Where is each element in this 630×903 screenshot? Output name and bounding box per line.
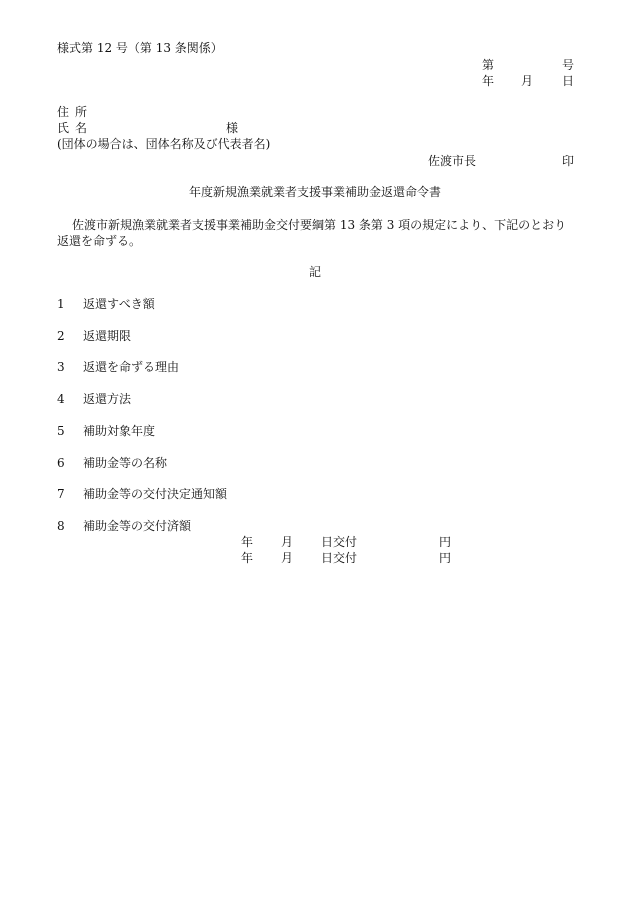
item-label: 返還を命ずる理由 — [83, 360, 180, 374]
payment-day: 日交付 — [321, 535, 358, 549]
item-number: 8 — [57, 519, 65, 533]
item-number: 2 — [57, 329, 65, 343]
list-item — [57, 361, 179, 373]
item-label: 補助金等の交付済額 — [83, 519, 192, 533]
address-label: 住所 — [57, 105, 94, 119]
list-item — [57, 425, 155, 437]
organization-note: (団体の場合は、団体名称及び代表者名) — [57, 137, 271, 151]
item-label: 補助金等の名称 — [83, 456, 168, 470]
ki-heading: 記 — [308, 265, 321, 279]
list-item — [57, 393, 131, 405]
item-label: 補助対象年度 — [83, 424, 156, 438]
doc-number-suffix: 号 — [562, 58, 575, 72]
payment-yen: 円 — [439, 551, 452, 565]
item-label: 返還すべき額 — [83, 297, 155, 311]
payment-year: 年 — [241, 535, 254, 549]
payment-month: 月 — [281, 535, 294, 549]
item-number: 3 — [57, 360, 65, 374]
list-item — [57, 488, 227, 500]
item-number: 4 — [57, 392, 65, 406]
item-number: 5 — [57, 424, 65, 438]
payment-year: 年 — [241, 551, 254, 565]
item-number: 1 — [57, 297, 65, 311]
issuer-mayor: 佐渡市長 — [428, 154, 477, 168]
list-item — [57, 520, 191, 532]
honorific: 様 — [226, 121, 239, 135]
list-item — [57, 457, 167, 469]
item-number: 7 — [57, 487, 65, 501]
list-item — [57, 330, 131, 342]
document-title: 年度新規漁業就業者支援事業補助金返還命令書 — [188, 185, 441, 199]
payment-yen: 円 — [439, 535, 452, 549]
date-month-label: 月 — [521, 74, 534, 88]
seal-mark: 印 — [562, 154, 575, 168]
item-label: 補助金等の交付決定通知額 — [83, 487, 228, 501]
item-label: 返還方法 — [83, 392, 132, 406]
item-number: 6 — [57, 456, 65, 470]
list-item — [57, 298, 155, 310]
body-paragraph: 佐渡市新規漁業就業者支援事業補助金交付要綱第 13 条第 3 項の規定により、下記のとおり返還を命ずる。 — [57, 218, 567, 248]
date-year-label: 年 — [482, 74, 495, 88]
doc-number-prefix: 第 — [482, 58, 495, 72]
form-number: 様式第 12 号（第 13 条関係） — [57, 41, 223, 55]
date-day-label: 日 — [562, 74, 575, 88]
payment-day: 日交付 — [321, 551, 358, 565]
name-label: 氏名 — [57, 121, 94, 135]
payment-month: 月 — [281, 551, 294, 565]
item-label: 返還期限 — [83, 329, 132, 343]
